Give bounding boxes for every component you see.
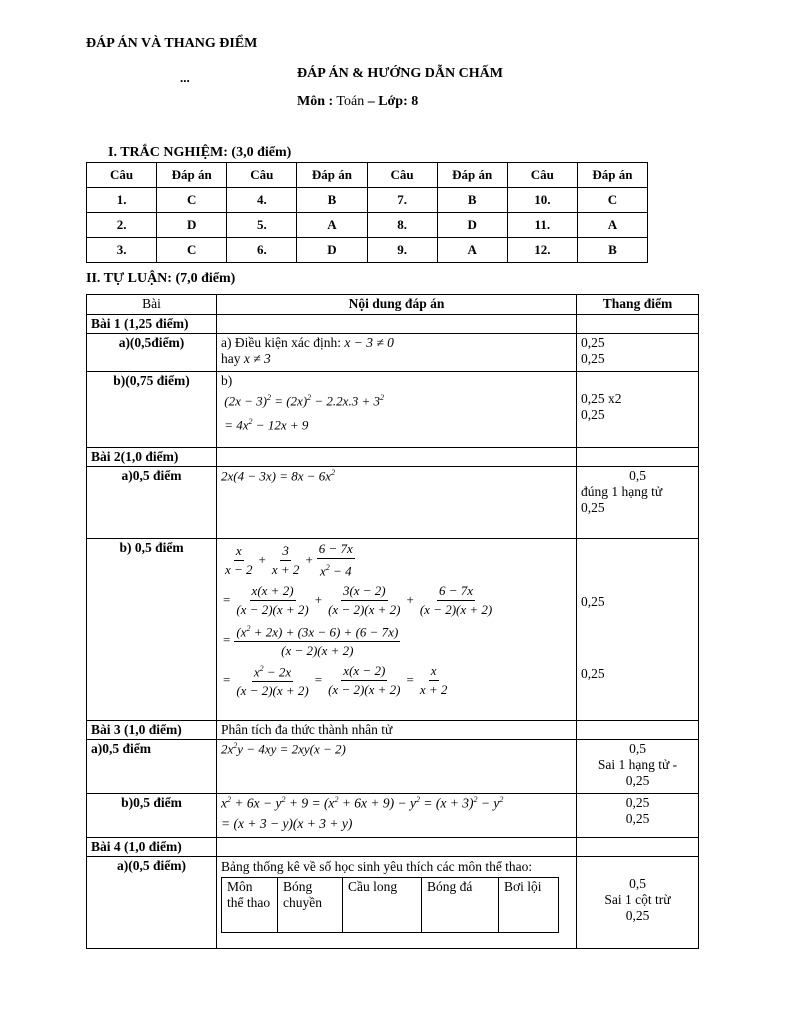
b1b-text: b) <box>221 373 233 388</box>
mc-answer: A <box>297 213 367 238</box>
b1a-text2: hay <box>221 351 241 366</box>
b3b-scores <box>577 794 699 838</box>
mc-question: 4. <box>227 188 297 213</box>
mc-header-row <box>87 163 648 188</box>
b2a-math: 2x(4 − 3x) = 8x − 6x <box>221 468 332 484</box>
multiple-choice-table <box>86 162 648 263</box>
mc-col-header: Câu <box>367 163 437 188</box>
mc-col-header: Câu <box>87 163 157 188</box>
b1b-label: b)(0,75 điểm) <box>87 372 217 448</box>
b2b-math3: = $\frac{(x^2 + 2x) + (3x - 6) + (6 - 7x)}{(x - 2)(x + 2)}$ <box>221 620 572 660</box>
sports-cell: Bơi lội <box>499 878 559 933</box>
b1a-label: a)(0,5điểm) <box>87 334 217 372</box>
mc-answer: A <box>437 238 507 263</box>
mc-row <box>87 213 648 238</box>
score: 0,5 <box>629 876 646 891</box>
b1a-content <box>217 334 577 372</box>
b1b-math1: $(2x - 3)^2 = (2x)^2 - 2.2x.3 + 3^2$ <box>221 393 384 409</box>
mc-answer: D <box>157 213 227 238</box>
sports-cell: Cầu long <box>343 878 422 933</box>
b1a-row <box>87 334 699 372</box>
sports-cell: Bóng chuyền <box>278 878 343 933</box>
mc-row <box>87 188 648 213</box>
b2b-content <box>217 539 577 721</box>
score: 0,25 x2 <box>581 391 622 406</box>
mc-question: 3. <box>87 238 157 263</box>
mc-answer: D <box>297 238 367 263</box>
mc-question: 10. <box>507 188 577 213</box>
mc-answer: A <box>577 213 647 238</box>
b2b-row <box>87 539 699 721</box>
b2a-content: $2x(4 - 3x) = 8x - 6x^2$ <box>217 467 577 539</box>
b4a-row <box>87 857 699 949</box>
b3a-row <box>87 740 699 794</box>
b3a-content <box>217 740 577 794</box>
mc-answer: D <box>437 213 507 238</box>
mc-col-header: Đáp án <box>437 163 507 188</box>
mc-answer: B <box>297 188 367 213</box>
grade-label: – Lớp: 8 <box>367 94 419 109</box>
b1b-math2: = $4x^2 - 12x + 9$ <box>221 417 309 433</box>
b4a-scores <box>577 857 699 949</box>
b3b-label: b)0,5 điểm <box>87 794 217 838</box>
b3b-math1: $x^2 + 6x - y^2 + 9 = (x^2 + 6x + 9) - y^2 = (x + 3)^2 - y^2$ <box>221 795 504 811</box>
score-note: Sai 1 cột trừ <box>604 892 671 907</box>
mc-col-header: Câu <box>227 163 297 188</box>
mc-question: 2. <box>87 213 157 238</box>
b2b-math4: = $\frac{x^2 - 2x}{(x - 2)(x + 2)}$ = $\frac{x(x - 2)}{(x - 2)(x + 2)}$ = $\frac{x}{x + 2}$ <box>221 660 572 700</box>
score: 0,25 <box>581 666 605 681</box>
b4-title-row <box>87 838 699 857</box>
mc-question: 8. <box>367 213 437 238</box>
b1-title-row <box>87 315 699 334</box>
b3a-label: a)0,5 điểm <box>87 740 217 794</box>
score-note: đúng 1 hạng tử <box>581 484 663 499</box>
b1b-content <box>217 372 577 448</box>
score: 0,25 <box>581 407 605 422</box>
score: 0,25 <box>625 908 650 923</box>
col-header-score: Thang điểm <box>577 295 699 315</box>
mc-col-header: Đáp án <box>157 163 227 188</box>
part1-heading: I. TRẮC NGHIỆM: (3,0 điểm) <box>108 145 292 160</box>
b4a-text: Bảng thống kê về số học sinh yêu thích các môn thể thao: <box>221 859 533 874</box>
mc-answer: C <box>157 238 227 263</box>
col-header-content: Nội dung đáp án <box>217 295 577 315</box>
score: 0,25 <box>581 500 605 515</box>
b2a-scores <box>577 467 699 539</box>
mc-question: 6. <box>227 238 297 263</box>
score: 0,25 <box>581 335 605 350</box>
mc-answer: B <box>437 188 507 213</box>
b3-title-row <box>87 721 699 740</box>
subject-line <box>297 94 418 110</box>
b2a-row <box>87 467 699 539</box>
mc-answer: C <box>157 188 227 213</box>
score: 0,25 <box>625 795 650 810</box>
title-dots: ... <box>180 70 190 85</box>
b2a-label: a)0,5 điểm <box>87 467 217 539</box>
b3b-row <box>87 794 699 838</box>
score-note: Sai 1 hạng tử - <box>597 757 678 772</box>
b2b-math2: = $\frac{x(x + 2)}{(x - 2)(x + 2)}$ + $\frac{3(x - 2)}{(x - 2)(x + 2)}$ + $\frac{6 - 7x}{(x - 2)(x + 2)}$ <box>223 582 493 617</box>
mc-question: 12. <box>507 238 577 263</box>
subject-name: Toán <box>336 94 365 109</box>
mc-question: 5. <box>227 213 297 238</box>
b1a-math1: x − 3 ≠ 0 <box>344 335 394 350</box>
b3b-math2: = (x + 3 − y)(x + 3 + y) <box>221 815 353 831</box>
b3b-content <box>217 794 577 838</box>
b1a-math2: x ≠ 3 <box>243 351 271 366</box>
sports-cell: Môn thể thao <box>222 878 278 933</box>
score: 0,25 <box>625 811 650 826</box>
sports-table <box>221 877 559 933</box>
b1a-scores <box>577 334 699 372</box>
mc-answer: B <box>577 238 647 263</box>
b2-title: Bài 2(1,0 điểm) <box>87 448 217 467</box>
essay-table <box>86 294 699 949</box>
main-title: ĐÁP ÁN & HƯỚNG DẪN CHẤM <box>297 66 503 81</box>
mc-col-header: Câu <box>507 163 577 188</box>
doc-title: ĐÁP ÁN VÀ THANG ĐIỂM <box>86 36 258 51</box>
b1a-text1: a) Điều kiện xác định: <box>221 335 341 350</box>
b4-title: Bài 4 (1,0 điểm) <box>87 838 217 857</box>
subject-label: Môn : <box>297 94 334 109</box>
score: 0,5 <box>629 741 646 756</box>
score: 0,5 <box>629 468 646 483</box>
score: 0,25 <box>581 351 605 366</box>
score: 0,25 <box>625 773 650 788</box>
part2-heading: II. TỰ LUẬN: (7,0 điểm) <box>86 271 236 286</box>
b1b-row <box>87 372 699 448</box>
b2b-scores <box>577 539 699 721</box>
mc-row <box>87 238 648 263</box>
sports-row <box>222 878 559 933</box>
b4a-content <box>217 857 577 949</box>
col-header-bai: Bài <box>87 295 217 315</box>
b1-title: Bài 1 (1,25 điểm) <box>87 315 217 334</box>
mc-answer: C <box>577 188 647 213</box>
b2-title-row <box>87 448 699 467</box>
b2b-label: b) 0,5 điểm <box>87 539 217 721</box>
mc-question: 11. <box>507 213 577 238</box>
mc-question: 7. <box>367 188 437 213</box>
b3a-math: $2x^2y - 4xy = 2xy(x - 2)$ <box>221 741 346 757</box>
essay-header-row <box>87 295 699 315</box>
b3-title-content: Phân tích đa thức thành nhân tử <box>217 721 577 740</box>
score: 0,25 <box>581 594 605 609</box>
b4a-label: a)(0,5 điểm) <box>87 857 217 949</box>
mc-col-header: Đáp án <box>577 163 647 188</box>
mc-question: 9. <box>367 238 437 263</box>
b3-title: Bài 3 (1,0 điểm) <box>87 721 217 740</box>
mc-col-header: Đáp án <box>297 163 367 188</box>
mc-question: 1. <box>87 188 157 213</box>
b2b-math1: $\frac{x}{x - 2}$ + $\frac{3}{x + 2}$ + $\frac{6 - 7x}{x^2 - 4}$ <box>225 540 353 579</box>
b3a-scores <box>577 740 699 794</box>
b1b-scores <box>577 372 699 448</box>
sports-cell: Bóng đá <box>422 878 499 933</box>
